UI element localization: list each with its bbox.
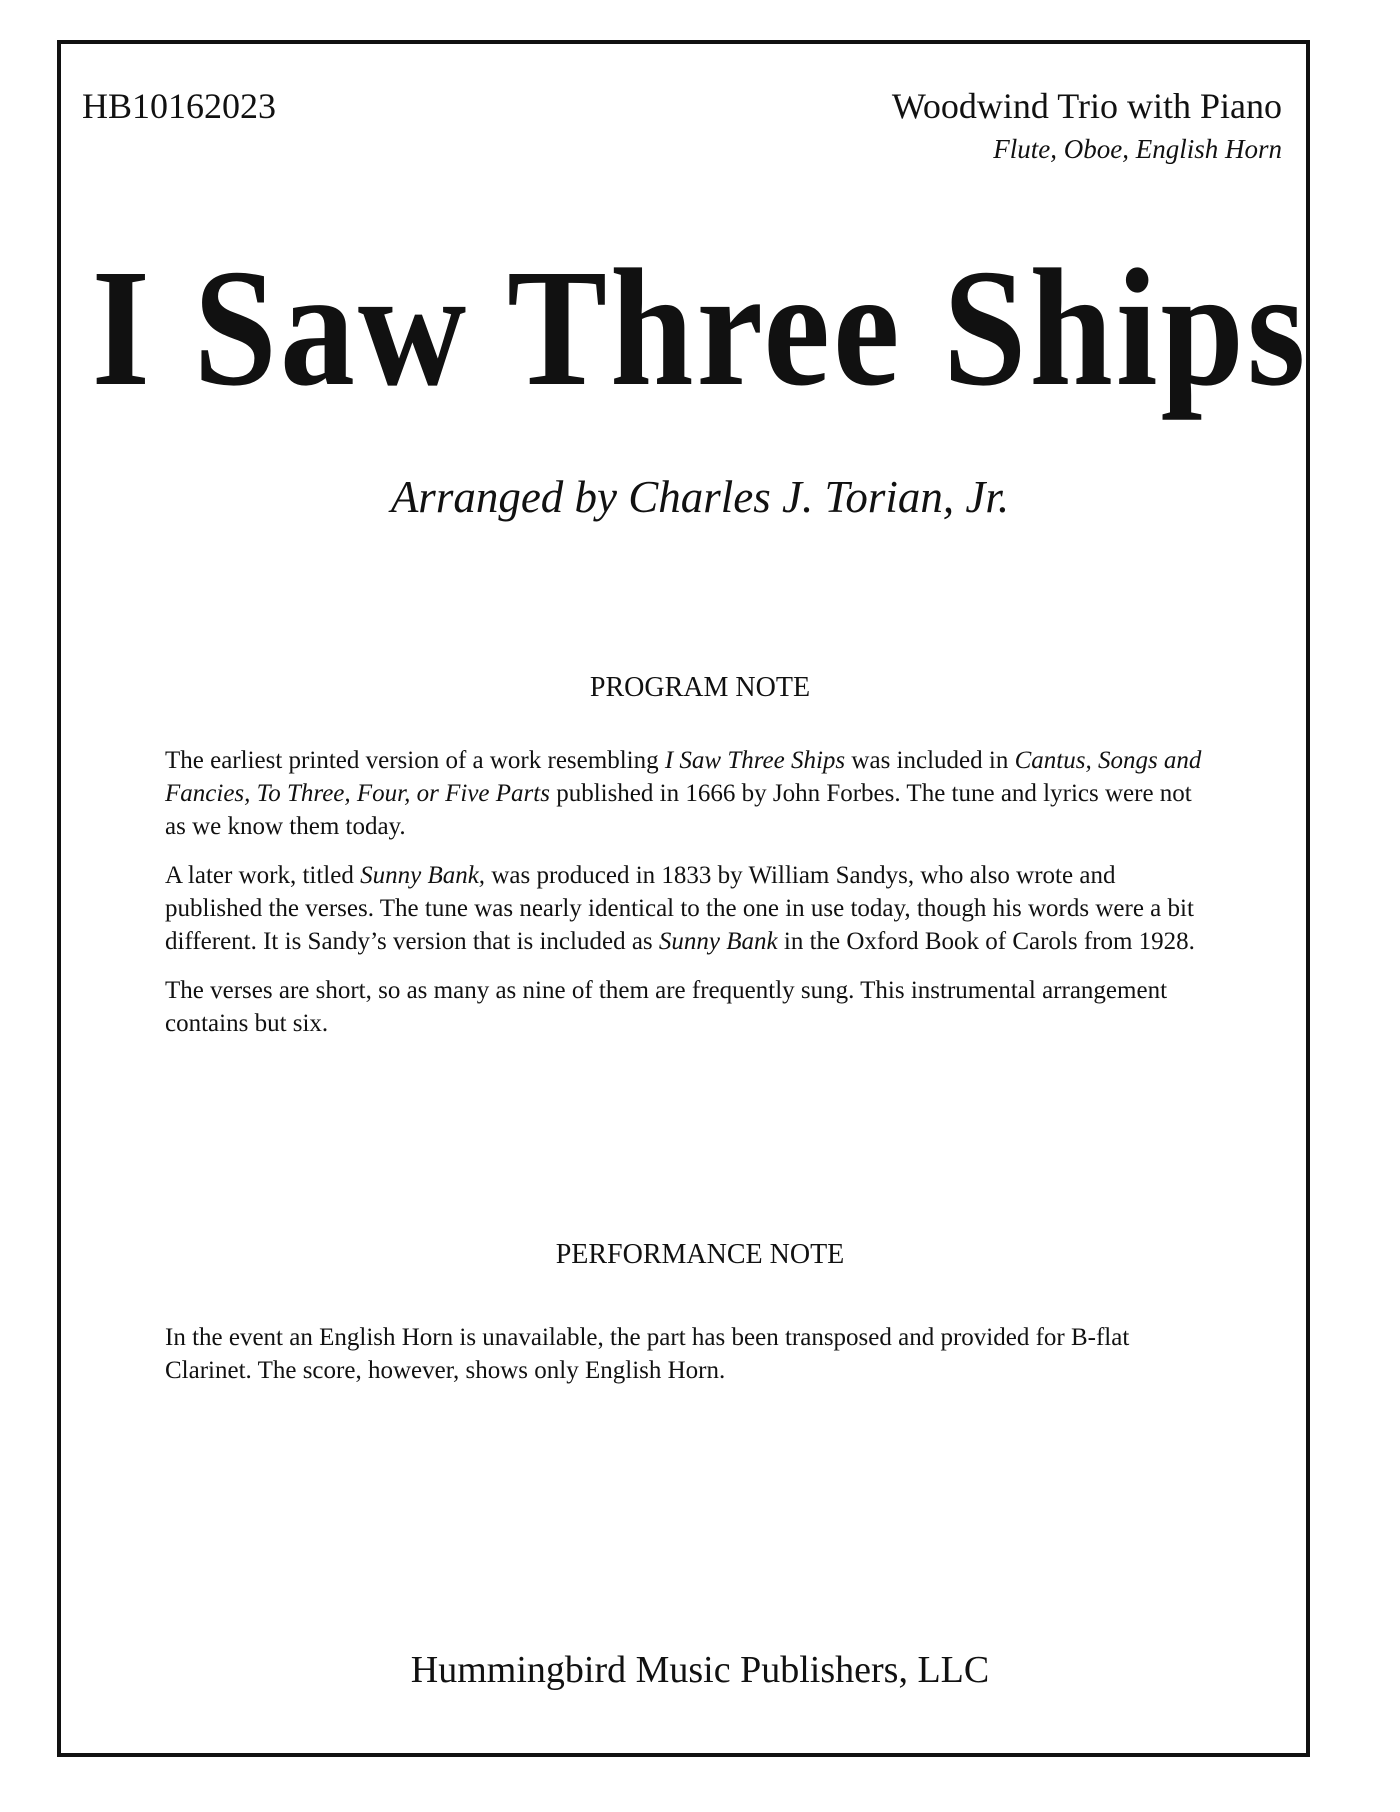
work-title: Cantus, Songs and Fancies, To Three, Four, or Five Parts [165, 747, 1202, 807]
ensemble-info [892, 86, 1282, 166]
instrumentation: Flute, Oboe, English Horn [993, 134, 1282, 164]
text-run: was included in [845, 747, 1015, 774]
arranger-credit: Arranged by Charles J. Torian, Jr. [390, 472, 1010, 522]
performance-note-body [165, 1321, 1205, 1403]
text-run: published in 1666 by John Forbes. The tune and lyrics were not as we know them today. [165, 780, 1192, 840]
page-title: I Saw Three Ships [91, 235, 1309, 421]
program-note-paragraph: The verses are short, so as many as nine of them are frequently sung. This instrumental arrangement contains but six. [165, 977, 1168, 1037]
performance-note-paragraph: In the event an English Horn is unavailable, the part has been transposed and provided for B-flat Clarinet. The score, however, shows only English Horn. [165, 1324, 1130, 1384]
program-note-body [165, 744, 1205, 1056]
work-title: Sunny Bank [658, 928, 778, 955]
text-run: was produced in 1833 by William Sandys, who also wrote and published the verses. The tune was nearly identical to the one in use today, though his words were a bit different. It is Sandy’s version that is included as [165, 862, 1194, 955]
text-run: A later work, titled [165, 862, 361, 889]
program-note-heading: PROGRAM NOTE [589, 672, 811, 703]
program-note-paragraph [165, 859, 1205, 958]
program-note-paragraph [165, 744, 1205, 843]
text-run: The earliest printed version of a work resembling [165, 747, 665, 774]
work-title: Sunny Bank, [360, 862, 486, 889]
work-title: I Saw Three Ships [664, 747, 846, 774]
performance-note-heading: PERFORMANCE NOTE [555, 1239, 845, 1270]
text-run: in the Oxford Book of Carols from 1928. [777, 928, 1195, 955]
publisher-name: Hummingbird Music Publishers, LLC [410, 1649, 990, 1691]
ensemble-label: Woodwind Trio with Piano [891, 86, 1282, 126]
catalog-number: HB10162023 [82, 86, 277, 126]
